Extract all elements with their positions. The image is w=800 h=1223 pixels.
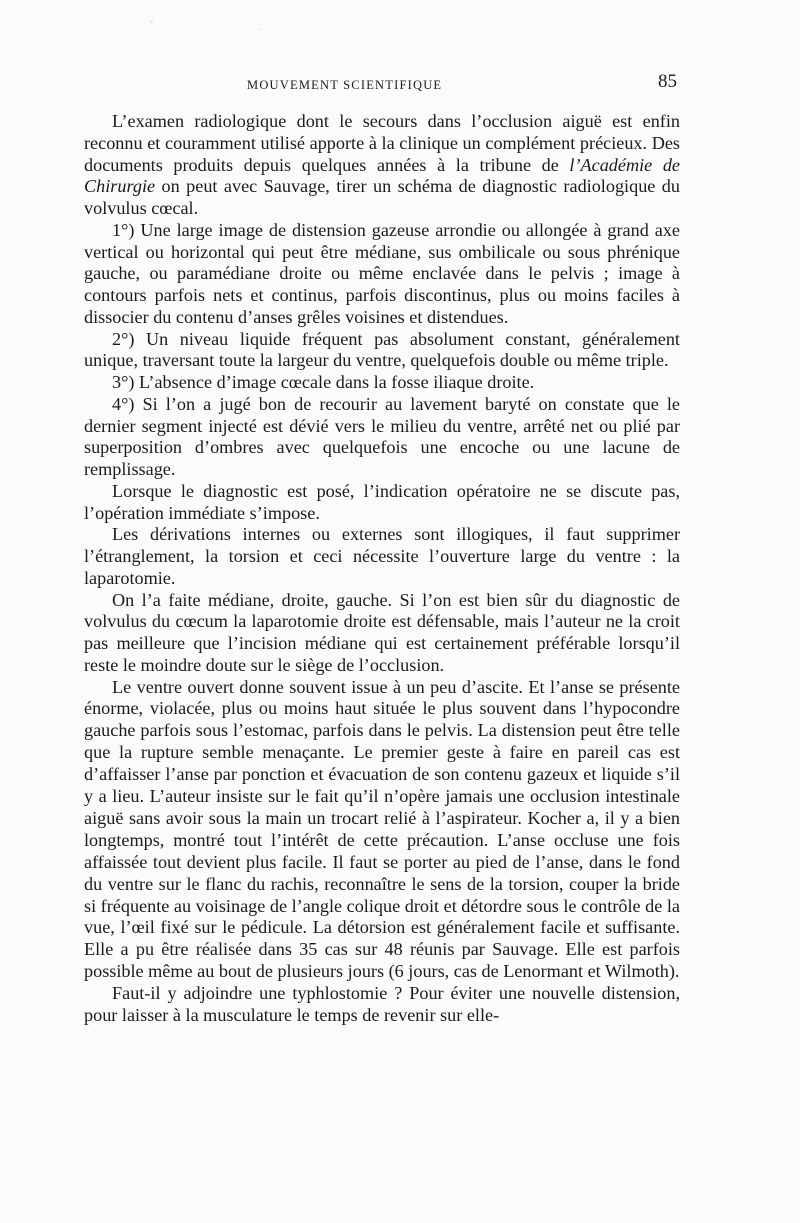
body-text xyxy=(84,111,680,1027)
paragraph-text: 4°) Si l’on a jugé bon de recourir au lavement baryté on constate que le dernier segment injecté est dévié vers le milieu du ventre, arrêté net ou plié par superposition d’ombres avec quelquefois une encoche ou une lacune de remplissage. xyxy=(84,393,680,479)
running-title: MOUVEMENT SCIENTIFIQUE xyxy=(247,78,443,92)
page-number: 85 xyxy=(658,71,677,92)
paragraph-text: 1°) Une large image de distension gazeuse arrondie ou allongée à grand axe vertical ou horizontal qui peut être médiane, sus ombilicale ou sous phrénique gauche, ou paramédiane droite ou même enclavée dans le pelvis ; image à contours parfois nets et continus, parfois discontinus, plus ou moins faciles à dissocier du contenu d’anses grêles voisines et distendues. xyxy=(84,219,680,327)
paragraph-text: Lorsque le diagnostic est posé, l’indication opératoire ne se discute pas, l’opération immédiate s’impose. xyxy=(84,480,680,523)
paragraph xyxy=(84,677,680,984)
paragraph-text: Faut-il y adjoindre une typhlostomie ? Pour éviter une nouvelle distension, pour laisser à la musculature le temps de revenir sur elle- xyxy=(84,983,680,1025)
paragraph-text: on peut avec Sauvage, tirer un schéma de diagnostic radiologique du volvulus cœcal. xyxy=(84,176,680,218)
paragraph-text: 3°) L’absence d’image cœcale dans la fosse iliaque droite. xyxy=(112,372,535,392)
paragraph xyxy=(84,590,680,677)
paragraph xyxy=(84,111,680,220)
paragraph xyxy=(84,329,680,373)
paragraph xyxy=(84,372,680,394)
paragraph xyxy=(84,220,680,329)
paragraph-text: On l’a faite médiane, droite, gauche. Si l’on est bien sûr du diagnostic de volvulus du cœcum la laparotomie droite est défensable, mais l’auteur ne la croit pas meilleure que l’incision médiane qui est certainement préférable lorsqu’il reste le moindre doute sur le siège de l’occlusion. xyxy=(84,589,680,675)
paragraph-text: Les dérivations internes ou externes sont illogiques, il faut supprimer l’étranglement, la torsion et ceci nécessite l’ouverture large du ventre : la laparotomie. xyxy=(84,524,680,588)
paragraph-text: 2°) Un niveau liquide fréquent pas absolument constant, généralement unique, traversant toute la largeur du ventre, quelquefois double ou même triple. xyxy=(84,328,680,371)
running-head xyxy=(0,73,800,97)
paragraph-text: Le ventre ouvert donne souvent issue à un peu d’ascite. Et l’anse se présente énorme, violacée, plus ou moins haut située le plus souvent dans l’hypocondre gauche parfois sous l’estomac, parfois dans le pelvis. La distension peut être telle que la rupture semble menaçante. Le premier geste à faire en pareil cas est d’affaisser l’anse par ponction et évacuation de son contenu gazeux et liquide s’il y a lieu. L’auteur insiste sur le fait qu’il n’opère jamais une occlusion intestinale aiguë sans avoir sous la main un trocart relié à l’aspirateur. Kocher a, il y a bien longtemps, montré tout l’intérêt de cette précaution. L’anse occluse une fois affaissée tout devient plus facile. Il faut se porter au pied de l’anse, dans le fond du ventre sur le flanc du rachis, reconnaître le sens de la torsion, couper la bride si fréquente au voisinage de l’angle colique droit et détordre sous le contrôle de la vue, l’œil fixé sur le pédicule. La détorsion est généralement facile et suffisante. Elle a pu être réalisée dans 35 cas sur 48 réunis par Sauvage. Elle est parfois possible même au bout de plusieurs jours (6 jours, cas de Lenormant et Wilmoth). xyxy=(84,676,680,982)
paragraph xyxy=(84,394,680,481)
scan-smudge xyxy=(150,20,153,23)
italic-text: l’Académie de Chirurgie xyxy=(84,154,680,197)
paragraph xyxy=(84,524,680,589)
paragraph-text: L’examen radiologique dont le secours dans l’occlusion aiguë est enfin reconnu et couramment utilisé apporte à la clinique un complément précieux. Des documents produits depuis quelques années à la tribune de xyxy=(84,111,680,175)
paragraph xyxy=(84,481,680,525)
paragraph xyxy=(84,983,680,1027)
scan-smudge xyxy=(258,28,260,30)
